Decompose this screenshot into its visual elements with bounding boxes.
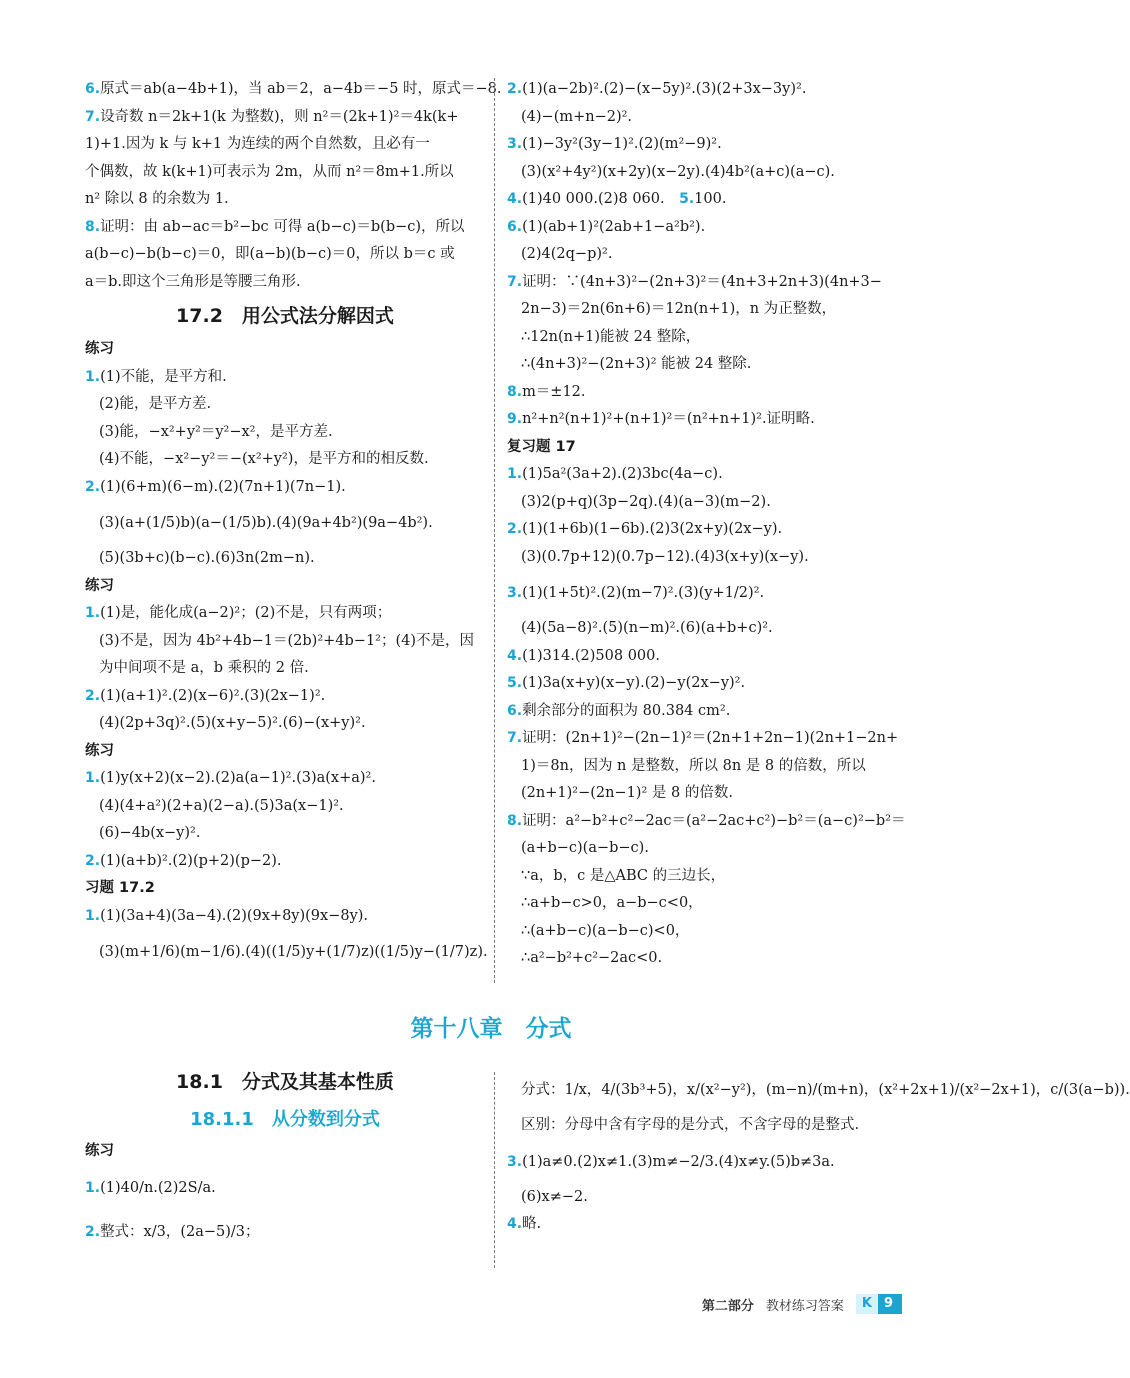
answer-text: 1)+1.因为 k 与 k+1 为连续的两个自然数，且必有一 [85, 136, 430, 152]
item-number: 7. [507, 273, 523, 290]
answer-line [507, 159, 907, 187]
answer-line [85, 76, 502, 104]
answer-line [85, 903, 485, 931]
answer-line [85, 446, 485, 474]
answer-line [507, 104, 907, 132]
answer-line [507, 296, 907, 324]
answer-line [507, 406, 907, 434]
answer-text: (1)−3y²(3y−1)².(2)(m²−9)². [522, 136, 722, 152]
item-number: 6. [507, 218, 523, 235]
answer-line [507, 489, 907, 517]
answer-line [85, 683, 485, 711]
answer-text: 整式：x/3，(2a−5)/3； [100, 1223, 260, 1240]
answer-text: 分式：1/x，4/(3b³+5)，x/(x²−y²)，(m−n)/(m+n)，(x²+2x+1)/(x²−2x+1)，c/(3(a−b)). [521, 1082, 1130, 1098]
answer-line [85, 391, 485, 419]
answer-line [507, 643, 907, 671]
answer-text: (2n+1)²−(2n−1)² 是 8 的倍数. [521, 785, 733, 801]
footer-part: 第二部分 [701, 1298, 754, 1314]
answer-text: (3)2(p+q)(3p−2q).(4)(a−3)(m−2). [521, 493, 771, 510]
exercise-heading: 练习 [85, 577, 114, 594]
answer-text: ∴12n(n+1)能被 24 整除， [521, 328, 701, 345]
answer-line [85, 765, 485, 793]
answer-text: 100. [694, 191, 727, 207]
answer-line [85, 159, 485, 187]
answer-line [507, 214, 907, 242]
item-number: 9. [507, 411, 523, 427]
answer-text: (1)(6+m)(6−m).(2)(7n+1)(7n−1). [100, 478, 346, 495]
answer-text: (5)(3b+c)(b−c).(6)3n(2m−n). [99, 550, 315, 566]
answer-line [85, 104, 485, 132]
answer-text: n² 除以 8 的余数为 1. [85, 191, 229, 207]
item-number: 1. [507, 466, 523, 482]
item-number: 3. [507, 1153, 523, 1170]
answer-line [507, 725, 907, 753]
item-number: 5. [679, 191, 695, 207]
item-number: 8. [85, 218, 101, 235]
page-footer [702, 1294, 902, 1314]
answer-text: (1)y(x+2)(x−2).(2)a(a−1)².(3)a(x+a)². [100, 770, 376, 786]
answer-line [507, 808, 907, 836]
item-number: 6. [85, 81, 101, 97]
answer-line [507, 1211, 907, 1239]
right-column [507, 76, 907, 973]
answer-text: (4)(2p+3q)².(5)(x+y−5)².(6)−(x+y)². [99, 715, 366, 731]
answer-line [507, 698, 907, 726]
answer-line [85, 545, 485, 573]
answer-line [507, 753, 907, 781]
answer-line [507, 835, 907, 863]
exercise-heading: 练习 [85, 341, 114, 357]
answer-line [507, 1068, 1130, 1112]
answer-text: (a+b−c)(a−b−c). [521, 840, 649, 856]
answer-line [507, 186, 907, 214]
exercise-heading: 练习 [85, 742, 114, 759]
answer-line [507, 890, 907, 918]
answer-line [85, 131, 485, 159]
answer-line [507, 461, 907, 489]
answer-text: ∴(4n+3)²−(2n+3)² 能被 24 整除. [521, 356, 752, 372]
answer-text: (1)40 000.(2)8 060. [522, 191, 680, 207]
item-number: 3. [507, 585, 523, 601]
subsection-heading: 18.1.1 从分数到分式 [190, 1109, 380, 1130]
answer-text: 证明：(2n+1)²−(2n−1)²＝(2n+1+2n−1)(2n+1−2n+ [522, 730, 899, 746]
answer-line [85, 600, 485, 628]
answer-line [507, 76, 907, 104]
item-number: 2. [85, 852, 101, 869]
answer-text: (3)不是，因为 4b²+4b−1＝(2b)²+4b−1²；(4)不是，因 [99, 632, 475, 649]
item-number: 8. [507, 812, 523, 829]
answer-text: 1)＝8n，因为 n 是整数，所以 8n 是 8 的倍数，所以 [521, 757, 866, 774]
answer-text: 剩余部分的面积为 80.384 cm². [522, 702, 731, 719]
answer-line [507, 863, 907, 891]
answer-line [507, 1140, 907, 1184]
answer-line [85, 186, 485, 214]
answer-text: (2)4(2q−p)². [521, 246, 613, 262]
answer-text: (3)(0.7p+12)(0.7p−12).(4)3(x+y)(x−y). [521, 548, 809, 565]
footer-title: 教材练习答案 [765, 1298, 844, 1314]
answer-line [85, 655, 485, 683]
answer-line [85, 241, 485, 269]
right-column-2 [507, 1068, 1130, 1239]
answer-line [507, 269, 907, 297]
answer-line [85, 1166, 485, 1210]
answer-line [85, 820, 485, 848]
answer-text: (4)不能，−x²−y²＝−(x²+y²)，是平方和的相反数. [99, 451, 429, 467]
answer-line [85, 419, 485, 447]
answer-line [85, 710, 485, 738]
answer-text: (3)能，−x²+y²＝y²−x²，是平方差. [99, 423, 333, 440]
answer-line [507, 1112, 907, 1140]
answer-line [507, 615, 907, 643]
page-badge [856, 1294, 902, 1314]
answer-text: (4)(5a−8)².(5)(n−m)².(6)(a+b+c)². [521, 620, 773, 636]
answer-line [85, 214, 485, 242]
answer-text: 证明：由 ab−ac＝b²−bc 可得 a(b−c)＝b(b−c)，所以 [100, 218, 465, 235]
answer-text: 原式＝ab(a−4b+1)，当 ab＝2，a−4b＝−5 时，原式＝−8. [100, 81, 502, 97]
answer-line [507, 945, 907, 973]
answer-text: (4)(4+a²)(2+a)(2−a).(5)3a(x−1)². [99, 797, 344, 814]
item-number: 4. [507, 191, 523, 207]
item-number: 5. [507, 675, 523, 691]
answer-line [507, 379, 907, 407]
answer-text: 略. [522, 1216, 542, 1232]
answer-text: (1)(a+1)².(2)(x−6)².(3)(2x−1)². [100, 687, 326, 704]
item-number: 7. [507, 730, 523, 746]
item-number: 2. [507, 521, 523, 537]
answer-line [507, 571, 907, 615]
left-column-2 [85, 1062, 485, 1254]
answer-text: (1)是，能化成(a−2)²；(2)不是，只有两项； [100, 605, 392, 621]
answer-text: (2)能，是平方差. [99, 396, 212, 412]
answer-text: (3)(x²+4y²)(x+2y)(x−2y).(4)4b²(a+c)(a−c). [521, 163, 835, 180]
answer-text: ∴a²−b²+c²−2ac<0. [521, 950, 663, 966]
answer-text: a＝b.即这个三角形是等腰三角形. [85, 273, 301, 290]
answer-text: (4)−(m+n−2)². [521, 108, 633, 125]
answer-line [85, 793, 485, 821]
answer-line [507, 544, 907, 572]
answer-text: (1)a≠0.(2)x≠1.(3)m≠−2/3.(4)x≠y.(5)b≠3a. [522, 1153, 835, 1170]
answer-text: (3)(m+1/6)(m−1/6).(4)((1/5)y+(1/7)z)((1/5)y−(1/7)z). [99, 944, 488, 960]
answer-line [507, 516, 907, 544]
answer-line [85, 848, 485, 876]
answer-text: (1)5a²(3a+2).(2)3bc(4a−c). [522, 466, 723, 482]
item-number: 2. [85, 1223, 101, 1240]
item-number: 1. [85, 1179, 101, 1196]
item-number: 4. [507, 647, 523, 664]
answer-line [85, 930, 488, 974]
answer-text: (6)−4b(x−y)². [99, 825, 201, 841]
item-number: 1. [85, 907, 101, 924]
column-divider-top [494, 78, 495, 983]
answer-text: (1)(3a+4)(3a−4).(2)(9x+8y)(9x−8y). [100, 907, 369, 924]
answer-line [507, 351, 907, 379]
answer-text: ∵a，b，c 是△ABC 的三边长， [521, 867, 726, 884]
answer-line [85, 628, 485, 656]
answer-line [85, 364, 485, 392]
item-number: 4. [507, 1216, 523, 1232]
answer-text: n²+n²(n+1)²+(n+1)²＝(n²+n+1)².证明略. [522, 411, 815, 427]
answer-line [507, 780, 907, 808]
item-number: 2. [85, 478, 101, 495]
answer-text: (1)(1+5t)².(2)(m−7)².(3)(y+1/2)². [522, 585, 765, 601]
answer-line [507, 241, 907, 269]
answer-text: (1)(a−2b)².(2)−(x−5y)².(3)(2+3x−3y)². [522, 81, 807, 97]
exercise-heading: 习题 17.2 [85, 880, 155, 896]
answer-text: 设奇数 n＝2k+1(k 为整数)，则 n²＝(2k+1)²＝4k(k+ [100, 108, 459, 125]
answer-line [507, 1184, 907, 1212]
item-number: 1. [85, 368, 101, 385]
item-number: 8. [507, 383, 523, 400]
answer-line [85, 501, 485, 545]
answer-line [85, 474, 485, 502]
item-number: 7. [85, 108, 101, 125]
answer-text: m＝±12. [522, 383, 586, 400]
exercise-heading: 复习题 17 [507, 438, 576, 455]
answer-line [507, 918, 907, 946]
item-number: 2. [85, 687, 101, 704]
item-number: 6. [507, 702, 523, 719]
answer-text: (1)不能，是平方和. [100, 368, 227, 385]
section-heading: 17.2 用公式法分解因式 [176, 305, 394, 327]
answer-text: (1)(a+b)².(2)(p+2)(p−2). [100, 852, 282, 869]
answer-text: (3)(a+(1/5)b)(a−(1/5)b).(4)(9a+4b²)(9a−4b²). [99, 515, 433, 531]
answer-text: 为中间项不是 a，b 乘积的 2 倍. [99, 660, 309, 676]
left-column [85, 76, 502, 974]
answer-text: ∴a+b−c>0，a−b−c<0， [521, 895, 703, 911]
answer-line [85, 269, 485, 297]
column-divider-bottom [494, 1072, 495, 1268]
answer-text: 区别：分母中含有字母的是分式，不含字母的是整式. [521, 1117, 860, 1133]
answer-text: (1)314.(2)508 000. [522, 647, 660, 664]
answer-line [85, 1210, 485, 1254]
page-number: 9 [878, 1294, 902, 1314]
answer-line [507, 131, 907, 159]
answer-text: 2n−3)＝2n(6n+6)＝12n(n+1)，n 为正整数， [521, 301, 837, 317]
item-number: 3. [507, 136, 523, 152]
answer-text: (1)3a(x+y)(x−y).(2)−y(2x−y)². [522, 675, 746, 691]
answer-text: ∴(a+b−c)(a−b−c)<0， [521, 922, 690, 939]
answer-text: (1)(1+6b)(1−6b).(2)3(2x+y)(2x−y). [522, 521, 783, 537]
item-number: 1. [85, 605, 101, 621]
answer-text: (6)x≠−2. [521, 1188, 588, 1205]
answer-text: 证明：∵(4n+3)²−(2n+3)²＝(4n+3+2n+3)(4n+3− [522, 273, 882, 290]
section-heading: 18.1 分式及其基本性质 [176, 1071, 394, 1093]
answer-text: (1)(ab+1)²(2ab+1−a²b²). [522, 218, 706, 235]
k-logo-icon: K [856, 1294, 878, 1314]
item-number: 1. [85, 770, 101, 786]
exercise-heading: 练习 [85, 1143, 114, 1159]
answer-text: 证明：a²−b²+c²−2ac＝(a²−2ac+c²)−b²＝(a−c)²−b²＝ [522, 812, 906, 829]
answer-line [507, 670, 907, 698]
chapter-title: 第十八章 分式 [410, 1016, 572, 1042]
item-number: 2. [507, 81, 523, 97]
answer-text: a(b−c)−b(b−c)＝0，即(a−b)(b−c)＝0，所以 b＝c 或 [85, 246, 455, 262]
answer-text: 个偶数，故 k(k+1)可表示为 2m，从而 n²＝8m+1.所以 [85, 163, 454, 180]
answer-text: (1)40/n.(2)2S/a. [100, 1179, 216, 1196]
answer-line [507, 324, 907, 352]
